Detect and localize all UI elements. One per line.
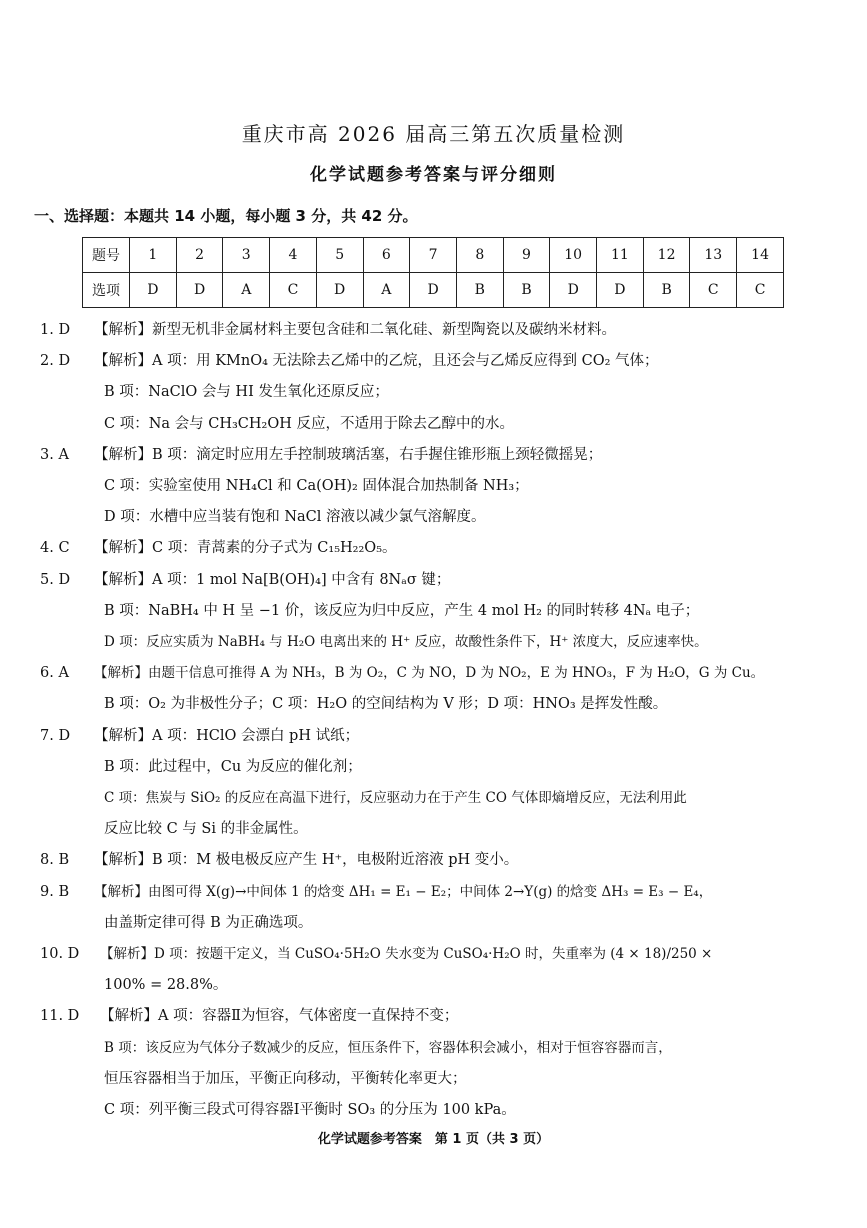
- page-footer: 化学试题参考答案 第 1 页（共 3 页）: [317, 1132, 550, 1147]
- explanation-text: D 项：水槽中应当装有饱和 NaCl 溶液以减少氯气溶解度。: [104, 509, 486, 526]
- answer-cell: B: [456, 273, 503, 308]
- answer-cell: D: [597, 273, 644, 308]
- explanation-text: 由盖斯定律可得 B 为正确选项。: [104, 914, 313, 931]
- answer-number: 9. B: [40, 883, 70, 900]
- answer-table-number-row: [83, 238, 784, 273]
- answer-cell: D: [316, 273, 363, 308]
- answer-cell: D: [550, 273, 597, 308]
- answer-number: 10. D: [40, 946, 80, 962]
- table-header-cell: 选项: [83, 273, 130, 308]
- explanation-text: B 项：O₂ 为非极性分子；C 项：H₂O 的空间结构为 V 形；D 项：HNO₃ 是挥发性酸。: [104, 696, 668, 713]
- explanation-text: 【解析】A 项：容器Ⅱ为恒容，气体密度一直保持不变；: [100, 1008, 459, 1025]
- question-number-cell: 13: [690, 238, 737, 273]
- explanation-text: 【解析】A 项：用 KMnO₄ 无法除去乙烯中的乙烷，且还会与乙烯反应得到 CO₂ 气体；: [94, 353, 659, 370]
- answer-number: 4. C: [40, 540, 70, 557]
- question-number-cell: 11: [597, 238, 644, 273]
- explanation-text: 【解析】由题干信息可推得 A 为 NH₃，B 为 O₂，C 为 NO，D 为 NO₂，E 为 HNO₃，F 为 H₂O，G 为 Cu。: [94, 665, 765, 682]
- explanation-text: C 项：列平衡三段式可得容器Ⅰ平衡时 SO₃ 的分压为 100 kPa。: [104, 1102, 516, 1118]
- answer-number: 3. A: [40, 446, 69, 463]
- question-number-cell: 6: [363, 238, 410, 273]
- explanation-text: C 项：焦炭与 SiO₂ 的反应在高温下进行，反应驱动力在于产生 CO 气体即熵增反应，无法利用此: [104, 790, 687, 806]
- explanation-text: 【解析】由图可得 X(g)→中间体 1 的焓变 ΔH₁ = E₁ − E₂；中间体 2→Y(g) 的焓变 ΔH₃ = E₃ − E₄，: [94, 883, 713, 900]
- explanation-text: 【解析】新型无机非金属材料主要包含硅和二氧化硅、新型陶瓷以及碳纳米材料。: [94, 322, 616, 338]
- answer-cell: D: [130, 273, 177, 308]
- answer-number: 1. D: [40, 322, 71, 338]
- question-number-cell: 1: [130, 238, 177, 273]
- explanation-text: B 项：该反应为气体分子数减少的反应，恒压条件下，容器体积会减小，相对于恒容容器而言，: [104, 1039, 672, 1056]
- explanation-text: B 项：NaBH₄ 中 H 呈 −1 价，该反应为归中反应，产生 4 mol H₂ 的同时转移 4Nₐ 电子；: [104, 602, 700, 619]
- answer-number: 8. B: [40, 852, 70, 869]
- question-number-cell: 2: [176, 238, 223, 273]
- question-number-cell: 8: [456, 238, 503, 273]
- explanation-text: 100% = 28.8%。: [104, 977, 228, 994]
- answer-cell: A: [363, 273, 410, 308]
- answer-table: [82, 237, 784, 308]
- answer-cell: B: [503, 273, 550, 308]
- explanation-text: 反应比较 C 与 Si 的非金属性。: [104, 821, 308, 838]
- answer-number: 2. D: [40, 353, 71, 370]
- explanation-text: D 项：反应实质为 NaBH₄ 与 H₂O 电离出来的 H⁺ 反应，故酸性条件下，H⁺ 浓度大，反应速率快。: [104, 634, 708, 650]
- answer-cell: C: [270, 273, 317, 308]
- answer-number: 6. A: [40, 665, 69, 682]
- explanation-text: 【解析】A 项：HClO 会漂白 pH 试纸；: [94, 727, 360, 744]
- question-number-cell: 7: [410, 238, 457, 273]
- explanation-text: 【解析】B 项：滴定时应用左手控制玻璃活塞，右手握住锥形瓶上颈轻微摇晃；: [94, 446, 603, 463]
- explanation-text: C 项：Na 会与 CH₃CH₂OH 反应，不适用于除去乙醇中的水。: [104, 415, 514, 432]
- question-number-cell: 12: [643, 238, 690, 273]
- question-number-cell: 14: [737, 238, 784, 273]
- explanation-text: 【解析】A 项：1 mol Na[B(OH)₄] 中含有 8Nₐσ 键；: [94, 571, 451, 588]
- answer-number: 7. D: [40, 727, 71, 744]
- answer-cell: C: [690, 273, 737, 308]
- question-number-cell: 10: [550, 238, 597, 273]
- question-number-cell: 3: [223, 238, 270, 273]
- answer-table-answer-row: [83, 273, 784, 308]
- answer-cell: A: [223, 273, 270, 308]
- question-number-cell: 9: [503, 238, 550, 273]
- page-subtitle: 化学试题参考答案与评分细则: [310, 165, 557, 185]
- answer-cell: D: [410, 273, 457, 308]
- answer-cell: D: [176, 273, 223, 308]
- explanation-text: C 项：实验室使用 NH₄Cl 和 Ca(OH)₂ 固体混合加热制备 NH₃；: [104, 478, 529, 494]
- answer-cell: B: [643, 273, 690, 308]
- section-heading: 一、选择题：本题共 14 小题，每小题 3 分，共 42 分。: [34, 207, 418, 225]
- explanation-text: B 项：此过程中，Cu 为反应的催化剂；: [104, 758, 362, 775]
- explanation-text: 【解析】B 项：M 极电极反应产生 H⁺，电极附近溶液 pH 变小。: [94, 852, 519, 869]
- question-number-cell: 4: [270, 238, 317, 273]
- answer-number: 11. D: [40, 1008, 80, 1025]
- page-title: 重庆市高 2026 届高三第五次质量检测: [241, 122, 626, 146]
- explanation-text: 恒压容器相当于加压，平衡正向移动，平衡转化率更大；: [104, 1070, 467, 1087]
- table-header-cell: 题号: [83, 238, 130, 273]
- answer-cell: C: [737, 273, 784, 308]
- question-number-cell: 5: [316, 238, 363, 273]
- explanation-text: 【解析】C 项：青蒿素的分子式为 C₁₅H₂₂O₅。: [94, 540, 397, 557]
- explanation-text: B 项：NaClO 会与 HI 发生氧化还原反应；: [104, 384, 389, 401]
- answer-number: 5. D: [40, 571, 71, 588]
- explanation-text: 【解析】D 项：按题干定义，当 CuSO₄·5H₂O 失水变为 CuSO₄·H₂O 时，失重率为 (4 × 18)/250 ×: [100, 946, 713, 962]
